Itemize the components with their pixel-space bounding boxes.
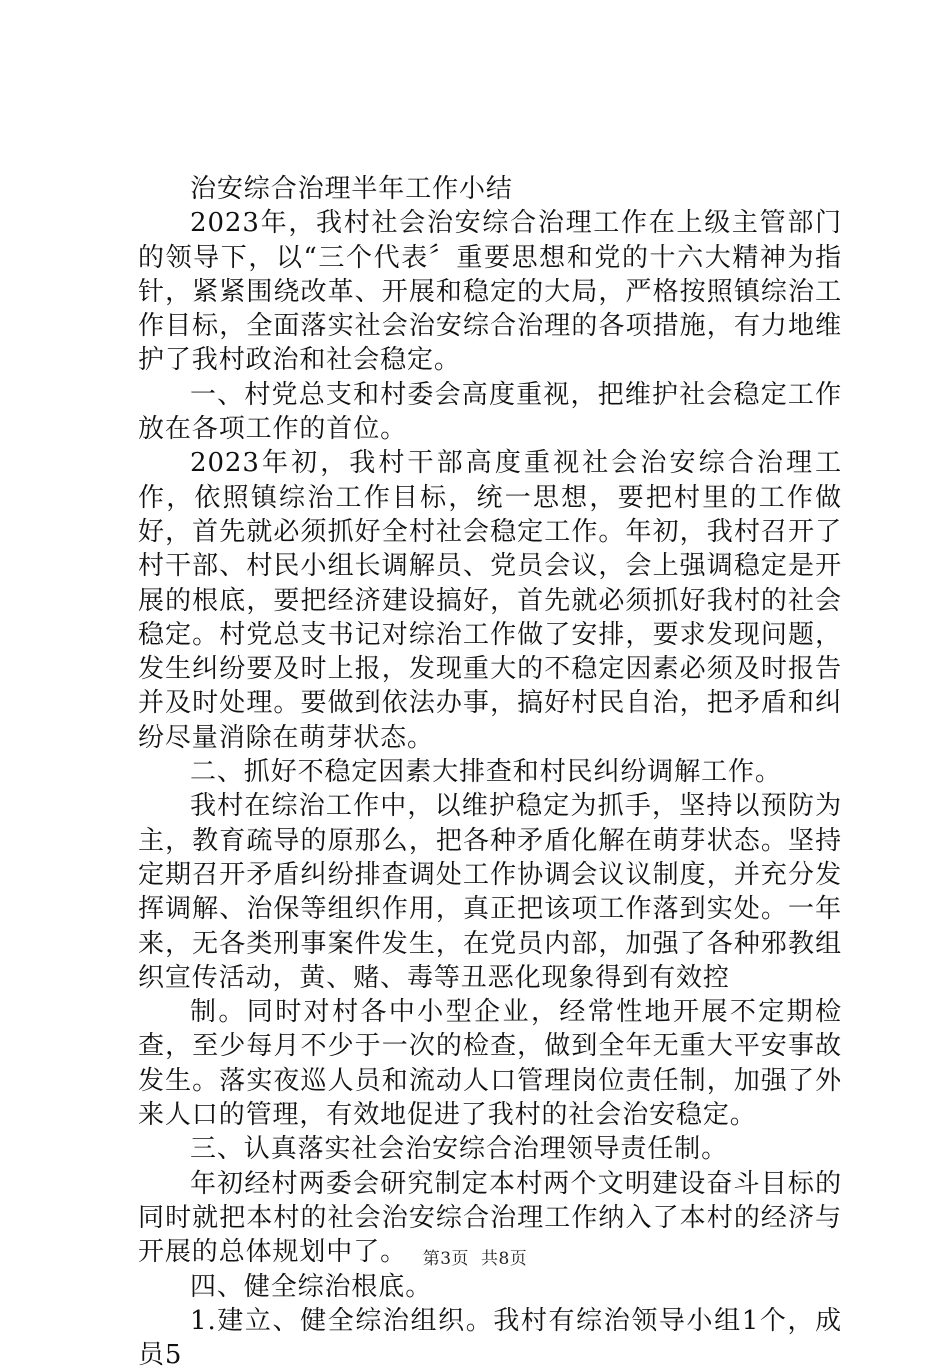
document-title: 治安综合治理半年工作小结 [190,174,513,204]
paragraph-section-2a: 我村在综治工作中，以维护稳定为抓手，坚持以预防为主，教育疏导的原那么，把各种矛盾化解在萌芽状态。坚持定期召开矛盾纠纷排查调处工作协调会议议制度，并充分发挥调解、治保等组织作用，真正把该项工作落到实处。一年来，无各类刑事案件发生，在党员内部，加强了各种邪教组织宣传活动，黄、赌、毒等丑恶化现象得到有效控 [138,791,842,993]
paragraph-intro: 2023年，我村社会治安综合治理工作在上级主管部门的领导下，以“三个代表〞重要思想和党的十六大精神为指针，紧紧围绕改革、开展和稳定的大局，严格按照镇综治工作目标，全面落实社会治安综合治理的各项措施，有力地维护了我村政治和社会稳定。 [138,208,842,376]
document-body [138,172,842,1372]
heading-section-1: 一、村党总支和村委会高度重视，把维护社会稳定工作放在各项工作的首位。 [138,379,842,445]
paragraph-section-4-item-1: 1.建立、健全综治组织。我村有综治领导小组1个，成员5 [138,1305,842,1371]
paragraph-section-2b: 制。同时对村各中小型企业，经常性地开展不定期检查，至少每月不少于一次的检查，做到全年无重大平安事故发生。落实夜巡人员和流动人口管理岗位责任制，加强了外来人口的管理，有效地促进了我村的社会治安稳定。 [138,997,842,1131]
page-total: 共8页 [480,1249,528,1269]
heading-section-4: 四、健全综治根底。 [190,1271,433,1302]
heading-section-2: 二、抓好不稳定因素大排查和村民纠纷调解工作。 [190,757,782,788]
paragraph-section-3: 年初经村两委会研究制定本村两个文明建设奋斗目标的同时就把本村的社会治安综合治理工作纳入了本村的经济与开展的总体规划中了。 [138,1168,842,1268]
paragraph-section-1: 2023年初，我村干部高度重视社会治安综合治理工作，依照镇综治工作目标，统一思想，要把村里的工作做好，首先就必须抓好全村社会稳定工作。年初，我村召开了村干部、村民小组长调解员、党员会议，会上强调稳定是开展的根底，要把经济建设搞好，首先就必须抓好我村的社会稳定。村党总支书记对综治工作做了安排，要求发现问题，发生纠纷要及时上报，发现重大的不稳定因素必须及时报告并及时处理。要做到依法办事，搞好村民自治，把矛盾和纠纷尽量消除在萌芽状态。 [138,448,842,753]
heading-section-3: 三、认真落实社会治安综合治理领导责任制。 [190,1134,729,1165]
page-footer [0,1244,950,1269]
page-number: 第3页 [422,1249,470,1269]
